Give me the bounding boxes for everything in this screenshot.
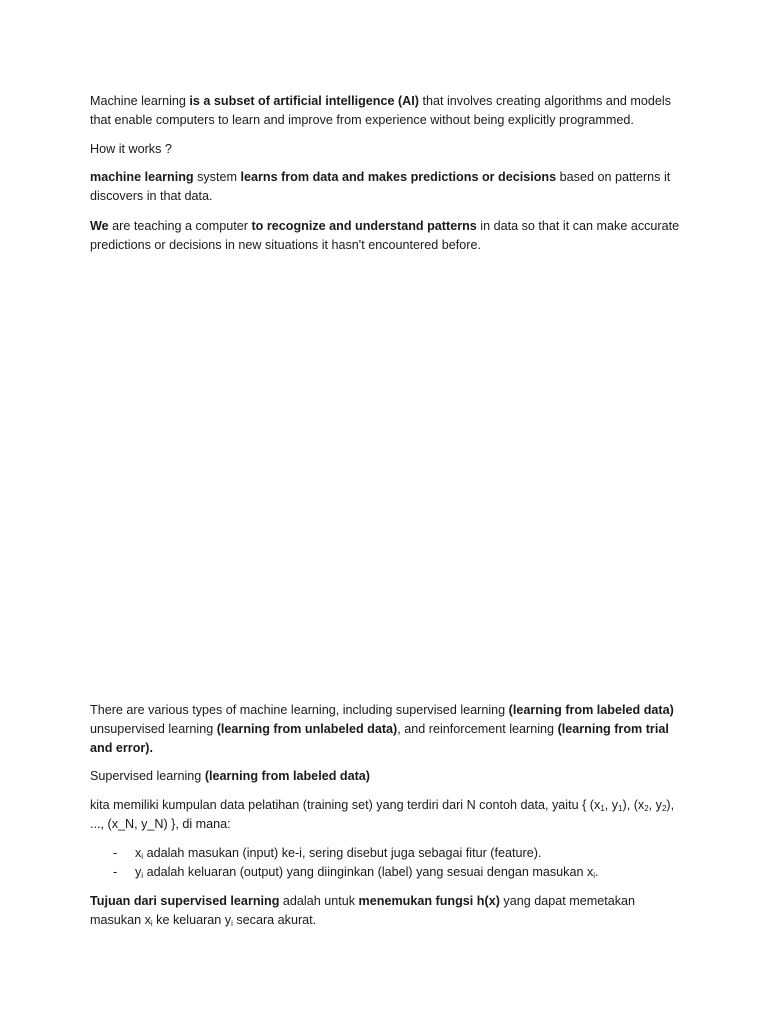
bold-text: (learning from trial and error). xyxy=(90,722,669,755)
subscript: 2 xyxy=(644,804,649,813)
text-run: How it works ? xyxy=(90,142,172,156)
bold-text: menemukan fungsi h(x) xyxy=(358,894,500,908)
subscript: i xyxy=(231,919,233,928)
text-run: x xyxy=(135,846,142,860)
bold-text: is a subset of artificial intelligence (AI) xyxy=(189,94,419,108)
paragraph-ml-definition xyxy=(90,92,680,130)
text-run: y xyxy=(135,865,142,879)
subscript: i xyxy=(593,871,596,880)
list-item-text xyxy=(135,863,599,882)
subscript: 2 xyxy=(661,804,667,813)
bullet-dash: - xyxy=(113,846,118,860)
text-run: Machine learning xyxy=(90,94,190,108)
paragraph-ml-system xyxy=(90,168,680,206)
bold-text: Tujuan dari supervised learning xyxy=(90,894,280,908)
paragraph-teaching xyxy=(90,217,680,255)
text-run: system xyxy=(193,170,241,184)
text-run: Supervised learning xyxy=(90,769,205,783)
list-item-text xyxy=(135,844,541,863)
bold-text: to recognize and understand patterns xyxy=(251,219,477,233)
subscript: 1 xyxy=(600,804,605,813)
text-run: , y xyxy=(604,798,619,812)
text-run: adalah untuk xyxy=(279,894,359,908)
text-run: . xyxy=(595,865,599,879)
text-run: , and reinforcement learning xyxy=(397,722,558,736)
paragraph-types xyxy=(90,701,680,758)
bold-text: (learning from labeled data) xyxy=(508,703,674,717)
bold-text: (learning from unlabeled data) xyxy=(216,722,398,736)
text-run: kita memiliki kumpulan data pelatihan (training set) yang terdiri dari N contoh data, yaitu { (x xyxy=(90,798,601,812)
text-run: ke keluaran y xyxy=(152,913,232,927)
text-run: that involves creating algorithms and models that enable computers to learn and improve from experience without being explicitly programmed. xyxy=(90,94,671,127)
text-run: ), ..., (x_N, y_N) }, di mana: xyxy=(90,798,675,831)
subscript: i xyxy=(150,919,153,928)
text-run: in data so that it can make accurate predictions or decisions in new situations it hasn't encountered before. xyxy=(90,219,680,252)
text-run: adalah masukan (input) ke-i, sering disebut juga sebagai fitur (feature). xyxy=(143,846,542,860)
text-run: based on patterns it discovers in that data. xyxy=(90,170,671,203)
bold-text: We xyxy=(90,219,109,233)
paragraph-how-it-works xyxy=(90,140,680,159)
text-run: There are various types of machine learning, including supervised learning xyxy=(90,703,509,717)
text-run: ), (x xyxy=(622,798,645,812)
subscript: 1 xyxy=(618,804,623,813)
subscript: i xyxy=(141,871,144,880)
paragraph-goal xyxy=(90,892,680,930)
text-run: adalah keluaran (output) yang diinginkan (label) yang sesuai dengan masukan x xyxy=(143,865,594,879)
bold-text: machine learning xyxy=(90,170,194,184)
text-run: are teaching a computer xyxy=(108,219,252,233)
text-run: secara akurat. xyxy=(232,913,317,927)
paragraph-training-set xyxy=(90,796,680,834)
paragraph-supervised-heading xyxy=(90,767,680,786)
subscript: i xyxy=(141,852,144,861)
bold-text: (learning from labeled data) xyxy=(204,769,370,783)
text-run: yang dapat memetakan masukan x xyxy=(90,894,636,927)
bullet-dash: - xyxy=(113,865,118,879)
text-run: , y xyxy=(648,798,662,812)
text-run: unsupervised learning xyxy=(90,722,217,736)
bold-text: learns from data and makes predictions or decisions xyxy=(240,170,557,184)
